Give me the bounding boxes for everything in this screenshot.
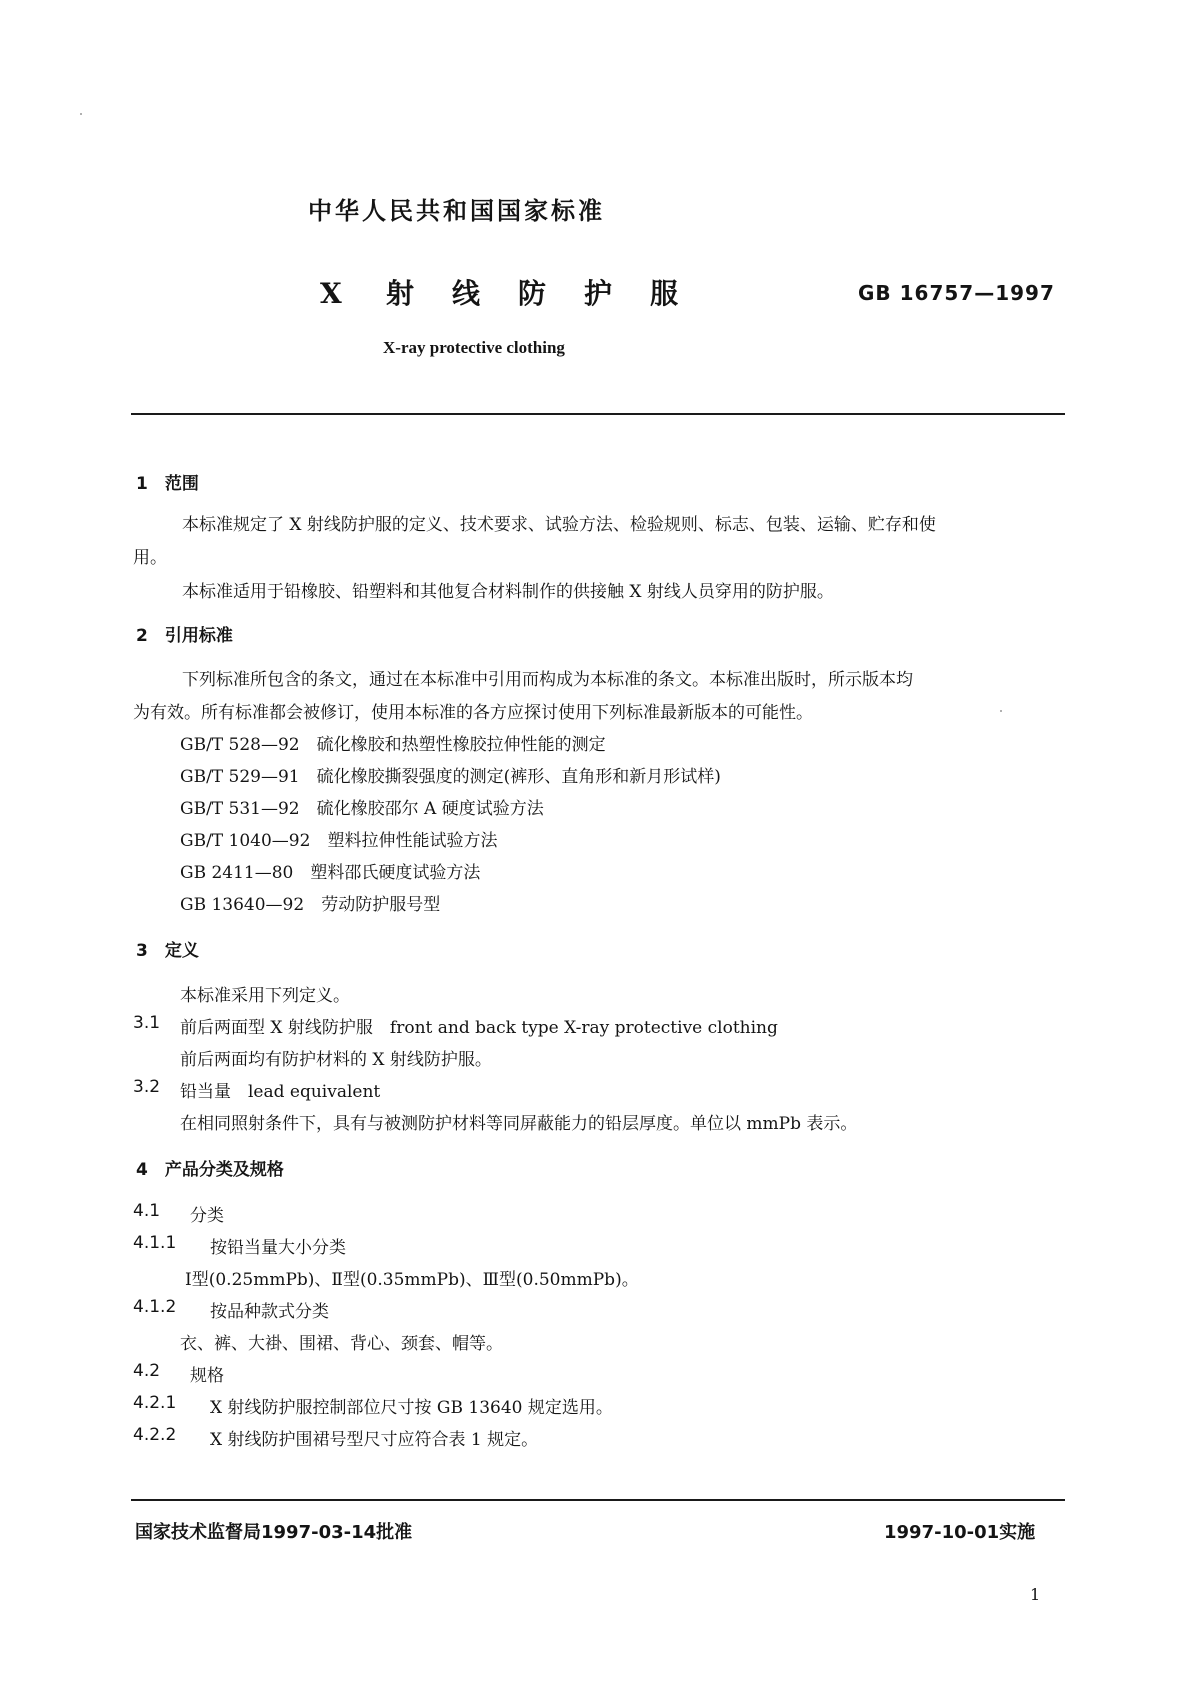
scan-speck [80,113,82,115]
section-1-heading: 1 范围 [136,474,199,494]
clause-body: Ⅰ型(0.25mmPb)、Ⅱ型(0.35mmPb)、Ⅲ型(0.50mmPb)。 [185,1270,639,1290]
clause-text: X 射线防护服控制部位尺寸按 GB 13640 规定选用。 [210,1398,613,1418]
clause-number: 4.1.2 [133,1297,177,1317]
header-divider [131,413,1065,415]
definition-term: 前后两面型 X 射线防护服 front and back type X-ray protective clothing [180,1018,778,1038]
reference-item: GB 2411—80 塑料邵氏硬度试验方法 [180,863,481,883]
page-number: 1 [1030,1585,1041,1604]
scan-speck [1000,710,1002,712]
clause-number: 3.1 [133,1013,161,1033]
reference-item: GB 13640—92 劳动防护服号型 [180,895,441,915]
clause-title: 规格 [190,1366,224,1386]
section-4-heading: 4 产品分类及规格 [136,1160,284,1180]
standard-number: GB 16757—1997 [858,281,1055,305]
clause-number: 4.1 [133,1201,161,1221]
reference-item: GB/T 1040—92 塑料拉伸性能试验方法 [180,831,498,851]
clause-number: 3.2 [133,1077,161,1097]
clause-number: 4.2.2 [133,1425,177,1445]
definition-text: 在相同照射条件下，具有与被测防护材料等同屏蔽能力的铅层厚度。单位以 mmPb 表示。 [180,1114,858,1134]
effective-date: 1997-10-01实施 [884,1522,1036,1543]
clause-title: 按品种款式分类 [210,1302,329,1322]
section-1-paragraph: 本标准规定了 X 射线防护服的定义、技术要求、试验方法、检验规则、标志、包装、运输、贮存和使 [182,515,936,535]
definition-text: 前后两面均有防护材料的 X 射线防护服。 [180,1050,492,1070]
section-2-paragraph: 下列标准所包含的条文，通过在本标准中引用而构成为本标准的条文。本标准出版时，所示版本均 [182,670,913,690]
title-char: 护 [584,277,613,310]
definition-term: 铅当量 lead equivalent [180,1082,381,1102]
document-title [320,272,716,312]
clause-number: 4.2 [133,1361,161,1381]
reference-item: GB/T 531—92 硫化橡胶邵尔 A 硬度试验方法 [180,799,544,819]
title-char: 射 [386,277,415,310]
clause-title: 按铅当量大小分类 [210,1238,346,1258]
title-char: 服 [650,277,679,310]
section-3-intro: 本标准采用下列定义。 [180,986,350,1006]
section-1-paragraph: 用。 [133,548,167,568]
reference-item: GB/T 529—91 硫化橡胶撕裂强度的测定(裤形、直角形和新月形试样) [180,767,721,787]
clause-number: 4.1.1 [133,1233,177,1253]
clause-text: X 射线防护围裙号型尺寸应符合表 1 规定。 [210,1430,539,1450]
section-1-paragraph: 本标准适用于铅橡胶、铅塑料和其他复合材料制作的供接触 X 射线人员穿用的防护服。 [182,582,834,602]
section-2-paragraph: 为有效。所有标准都会被修订，使用本标准的各方应探讨使用下列标准最新版本的可能性。 [133,703,813,723]
section-2-heading: 2 引用标准 [136,626,233,646]
clause-title: 分类 [190,1206,224,1226]
national-standard-heading: 中华人民共和国国家标准 [308,197,605,225]
footer-divider [131,1499,1065,1501]
title-char: 线 [452,277,481,310]
title-char: X [320,277,342,310]
english-title: X-ray protective clothing [383,338,565,357]
clause-body: 衣、裤、大褂、围裙、背心、颈套、帽等。 [180,1334,503,1354]
approval-date: 国家技术监督局1997-03-14批准 [135,1522,413,1543]
section-3-heading: 3 定义 [136,941,199,961]
title-char: 防 [518,277,547,310]
clause-number: 4.2.1 [133,1393,177,1413]
reference-item: GB/T 528—92 硫化橡胶和热塑性橡胶拉伸性能的测定 [180,735,606,755]
